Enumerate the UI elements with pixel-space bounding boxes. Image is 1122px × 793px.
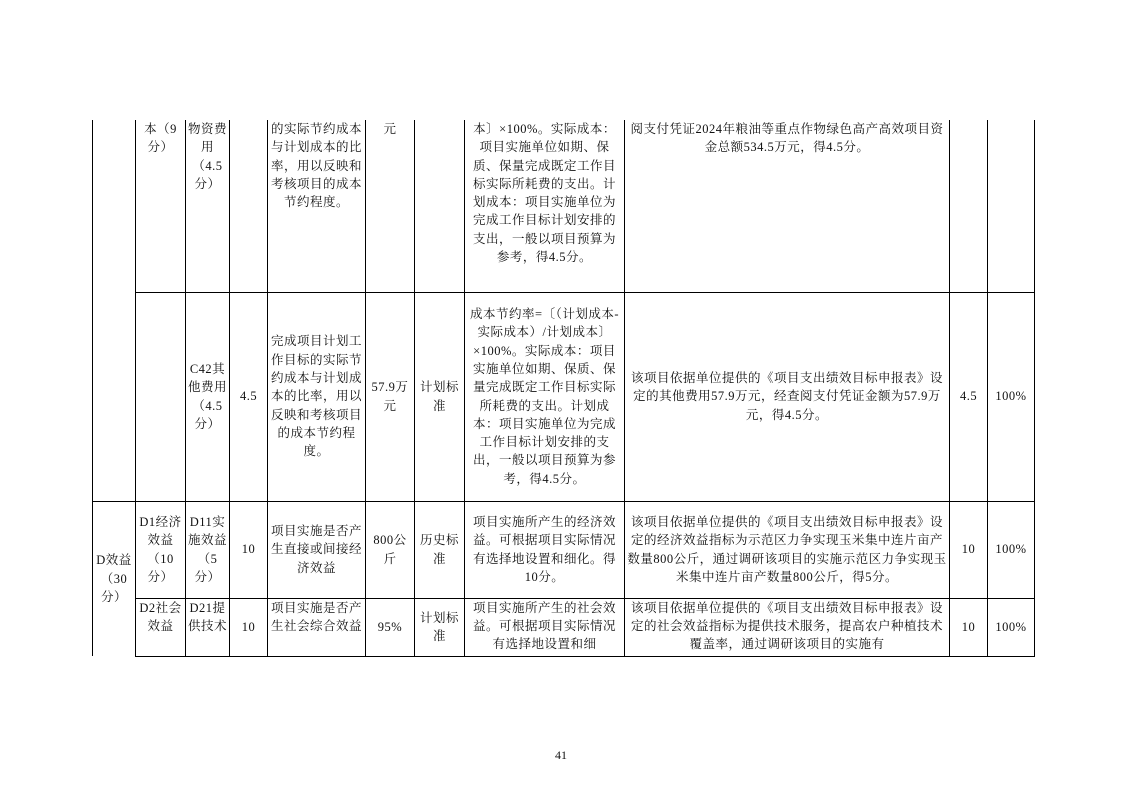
cell-weight — [230, 120, 268, 292]
cell-scoring-rule: 本〕×100%。实际成本：项目实施单位如期、保质、保量完成既定工作目标实际所耗费的支出。计划成本：项目实施单位为完成工作目标计划安排的支出，一般以项目预算为参考，得4.5分。 — [465, 120, 625, 292]
cell-secondary-indicator: D1经济效益（10分） — [136, 501, 186, 598]
cell-score-rate: 100% — [988, 501, 1035, 598]
cell-scoring-rule: 项目实施所产生的经济效益。可根据项目实际情况有选择地设置和细化。得10分。 — [465, 501, 625, 598]
cell-tertiary-indicator: D11实施效益（5分） — [186, 501, 230, 598]
cell-tertiary-indicator: 物资费用（4.5分） — [186, 120, 230, 292]
cell-score-rate — [988, 120, 1035, 292]
cell-standard: 计划标准 — [415, 598, 465, 656]
cell-primary-indicator: D效益（30分） — [93, 501, 136, 656]
cell-indicator-definition: 完成项目计划工作目标的实际节约成本与计划成本的比率，用以反映和考核项目的成本节约程度。 — [268, 292, 366, 501]
cell-scoring-rule: 项目实施所产生的社会效益。可根据项目实际情况有选择地设置和细 — [465, 598, 625, 656]
evaluation-table — [92, 120, 1035, 657]
cell-empty — [93, 120, 136, 501]
page-number: 41 — [555, 748, 567, 762]
cell-tertiary-indicator: C42其他费用（4.5分） — [186, 292, 230, 501]
cell-weight: 4.5 — [230, 292, 268, 501]
cell-score-rate: 100% — [988, 598, 1035, 656]
table-row — [93, 292, 1035, 501]
cell-evaluation-note: 阅支付凭证2024年粮油等重点作物绿色高产高效项目资金总额534.5万元，得4.5分。 — [625, 120, 950, 292]
cell-score: 10 — [950, 501, 988, 598]
cell-score: 10 — [950, 598, 988, 656]
cell-secondary-indicator: 本（9分） — [136, 120, 186, 292]
cell-indicator-definition: 项目实施是否产生直接或间接经济效益 — [268, 501, 366, 598]
cell-standard — [415, 120, 465, 292]
cell-evaluation-note: 该项目依据单位提供的《项目支出绩效目标申报表》设定的社会效益指标为提供技术服务，提高农户种植技术覆盖率，通过调研该项目的实施有 — [625, 598, 950, 656]
cell-indicator-definition: 项目实施是否产生社会综合效益 — [268, 598, 366, 656]
table-row — [93, 120, 1035, 292]
cell-weight: 10 — [230, 501, 268, 598]
cell-evaluation-note: 该项目依据单位提供的《项目支出绩效目标申报表》设定的经济效益指标为示范区力争实现玉米集中连片亩产数量800公斤，通过调研该项目的实施示范区力争实现玉米集中连片亩产数量800公斤，得5分。 — [625, 501, 950, 598]
table-row — [93, 501, 1035, 598]
cell-score — [950, 120, 988, 292]
cell-secondary-indicator — [136, 292, 186, 501]
table-row — [93, 598, 1035, 656]
cell-secondary-indicator: D2社会效益 — [136, 598, 186, 656]
cell-tertiary-indicator: D21提供技术 — [186, 598, 230, 656]
cell-weight: 10 — [230, 598, 268, 656]
cell-target-value: 元 — [366, 120, 415, 292]
cell-target-value: 57.9万元 — [366, 292, 415, 501]
cell-evaluation-note: 该项目依据单位提供的《项目支出绩效目标申报表》设定的其他费用57.9万元，经查阅支付凭证金额为57.9万元，得4.5分。 — [625, 292, 950, 501]
cell-standard: 计划标准 — [415, 292, 465, 501]
cell-target-value: 800公斤 — [366, 501, 415, 598]
cell-standard: 历史标准 — [415, 501, 465, 598]
cell-score-rate: 100% — [988, 292, 1035, 501]
cell-score: 4.5 — [950, 292, 988, 501]
cell-scoring-rule: 成本节约率=〔（计划成本-实际成本）/计划成本〕×100%。实际成本：项目实施单位如期、保质、保量完成既定工作目标实际所耗费的支出。计划成本：项目实施单位为完成工作目标计划安排的支出，一般以项目预算为参考，得4.5分。 — [465, 292, 625, 501]
cell-indicator-definition: 的实际节约成本与计划成本的比率，用以反映和考核项目的成本节约程度。 — [268, 120, 366, 292]
cell-target-value: 95% — [366, 598, 415, 656]
